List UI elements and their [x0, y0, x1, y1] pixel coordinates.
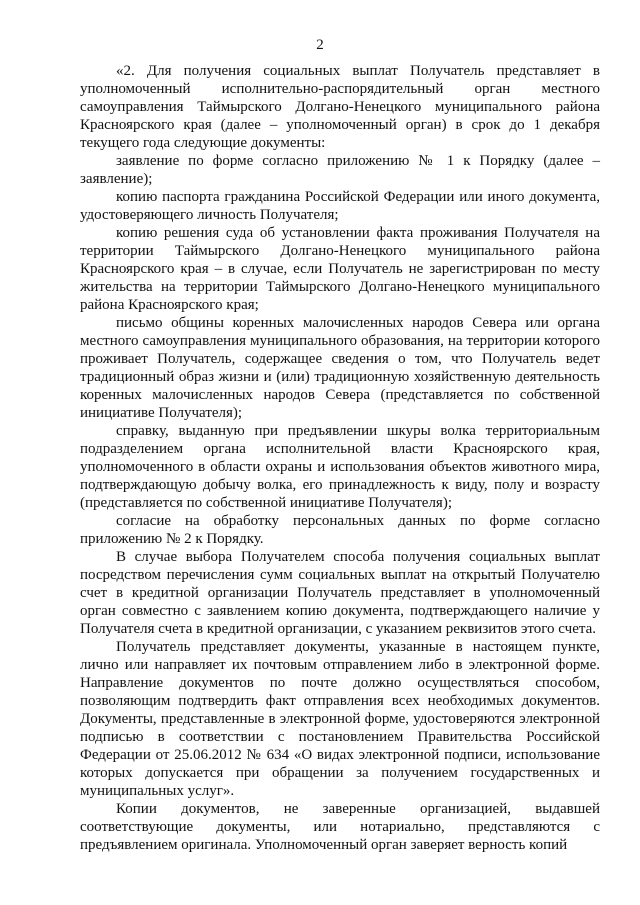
paragraph-application: заявление по форме согласно приложению № 1 к Порядку (далее – заявление); — [80, 153, 600, 187]
paragraph-copies: Копии документов, не заверенные организацией, выдавшей соответствующие документы, или нотариально, представляются с предъявлением оригинала. Уполномоченный орган заверяет верность копий — [80, 801, 600, 853]
document-body — [80, 62, 600, 854]
paragraph-court-decision: копию решения суда об установлении факта проживания Получателя на территории Таймырского Долгано-Ненецкого муниципального района Красноярского края – в случае, если Получатель не зарегистрирован по месту жительства на территории Таймырского Долгано-Ненецкого муниципального района Красноярского края; — [80, 225, 600, 313]
paragraph-community-letter: письмо общины коренных малочисленных народов Севера или органа местного самоуправления муниципального образования, на территории которого проживает Получатель, содержащее сведения о том, что Получатель ведет традиционный образ жизни и (или) традиционную хозяйственную деятельность коренных малочисленных народов Севера (представляется по собственной инициативе Получателя); — [80, 315, 600, 421]
paragraph-intro: «2. Для получения социальных выплат Получатель представляет в уполномоченный исполнительно-распорядительный орган местного самоуправления Таймырского Долгано-Ненецкого муниципального района Красноярского края (далее – уполномоченный орган) в срок до 1 декабря текущего года следующие документы: — [80, 63, 600, 151]
paragraph-passport: копию паспорта гражданина Российской Федерации или иного документа, удостоверяющего личность Получателя; — [80, 189, 600, 223]
paragraph-submission: Получатель представляет документы, указанные в настоящем пункте, лично или направляет их почтовым отправлением либо в электронной форме. Направление документов по почте должно осуществляться способом, позволяющим подтвердить факт отправления всех необходимых документов. Документы, представленные в электронной форме, удостоверяются электронной подписью в соответствии с постановлением Правительства Российской Федерации от 25.06.2012 № 634 «О видах электронной подписи, использование которых допускается при обращении за получением государственных и муниципальных услуг». — [80, 639, 600, 799]
paragraph-consent: согласие на обработку персональных данных по форме согласно приложению № 2 к Порядку. — [80, 513, 600, 547]
page-number: 2 — [316, 37, 324, 53]
paragraph-wolf-certificate: справку, выданную при предъявлении шкуры волка территориальным подразделением органа исполнительной власти Красноярского края, уполномоченного в области охраны и использования объектов животного мира, подтверждающую добычу волка, его принадлежность к виду, полу и возрасту (представляется по собственной инициативе Получателя); — [80, 423, 600, 511]
paragraph-bank-account: В случае выбора Получателем способа получения социальных выплат посредством перечисления сумм социальных выплат на открытый Получателю счет в кредитной организации Получатель представляет в уполномоченный орган совместно с заявлением копию документа, подтверждающего наличие у Получателя счета в кредитной организации, с указанием реквизитов этого счета. — [80, 549, 600, 637]
